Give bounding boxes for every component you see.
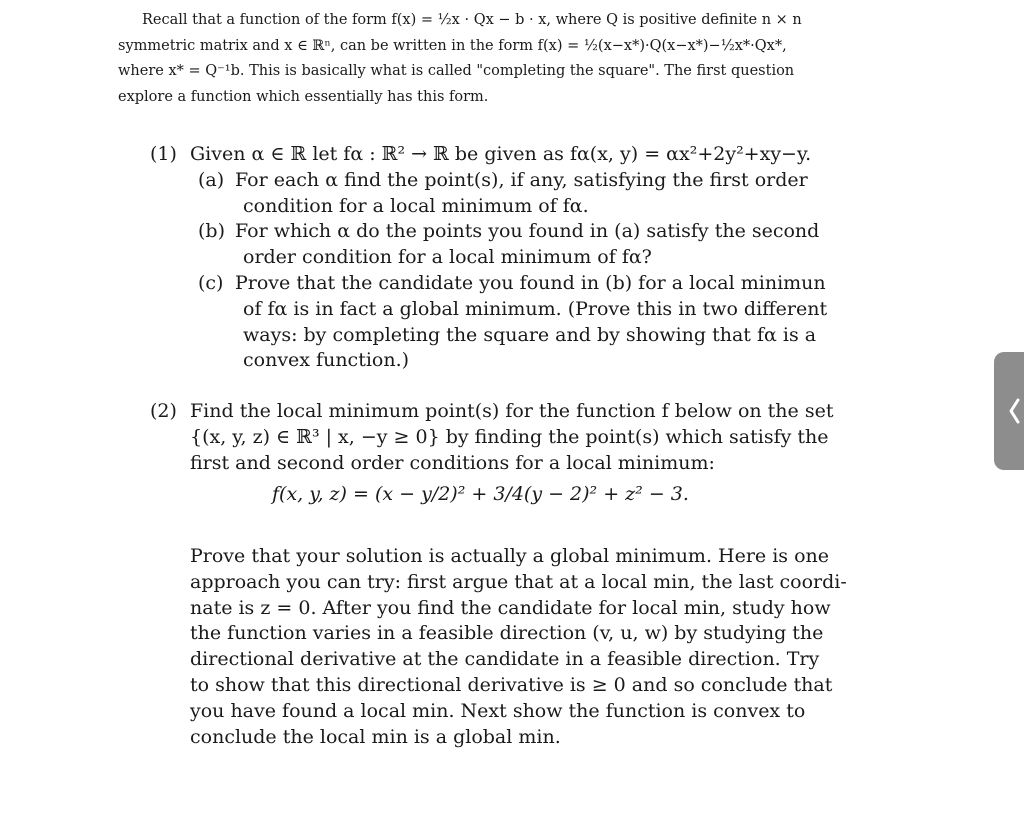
- subpart-c: [198, 271, 840, 374]
- side-panel-toggle[interactable]: [994, 352, 1024, 470]
- subpart-line: order condition for a local minimum of fα?: [243, 246, 652, 269]
- subpart-line: convex function.): [243, 349, 410, 372]
- subpart-line: of fα is in fact a global minimum. (Prove this in two different: [243, 297, 828, 320]
- question-line: {(x, y, z) ∈ ℝ³ | x, −y ≥ 0} by finding the point(s) which satisfy the: [190, 425, 829, 448]
- question-body: [190, 142, 832, 374]
- paragraph-line: to show that this directional derivative is ≥ 0 and so conclude that: [190, 673, 833, 696]
- paragraph-line: directional derivative at the candidate in a feasible direction. Try: [190, 648, 820, 671]
- paragraph-line: conclude the local min is a global min.: [190, 725, 561, 748]
- question-number: (2): [150, 400, 177, 422]
- intro-line: symmetric matrix and x ∈ ℝⁿ, can be written in the form f(x) = ½(x−x*)·Q(x−x*)−½x*·Qx*,: [118, 37, 787, 54]
- paragraph-line: Prove that your solution is actually a global minimum. Here is one: [190, 545, 829, 567]
- display-equation: f(x, y, z) = (x − y/2)² + 3/4(y − 2)² + z² − 3.: [272, 483, 689, 505]
- subpart-line: ways: by completing the square and by showing that fα is a: [243, 323, 817, 346]
- question-body: [190, 399, 832, 476]
- intro-line: where x* = Q⁻¹b. This is basically what is called "completing the square". The first question: [118, 63, 795, 80]
- paragraph-line: the function varies in a feasible direction (v, u, w) by studying the: [190, 622, 824, 645]
- paragraph-line: nate is z = 0. After you find the candidate for local min, study how: [190, 596, 831, 619]
- subpart-label: (b): [198, 220, 225, 243]
- intro-paragraph: [118, 8, 832, 111]
- question-line: Find the local minimum point(s) for the function f below on the set: [190, 400, 834, 422]
- paragraph-line: you have found a local min. Next show the function is convex to: [190, 699, 806, 722]
- question-stem: Given α ∈ ℝ let fα : ℝ² → ℝ be given as fα(x, y) = αx²+2y²+xy−y.: [190, 143, 812, 165]
- subpart-line: For each α find the point(s), if any, satisfying the first order: [235, 168, 808, 191]
- instructions-paragraph: [190, 544, 847, 750]
- subpart-label: (c): [198, 271, 224, 294]
- subpart-line: For which α do the points you found in (a) satisfy the second: [235, 220, 820, 243]
- subpart-label: (a): [198, 168, 225, 191]
- intro-line: explore a function which essentially has this form.: [118, 89, 489, 106]
- subpart-a: [198, 168, 840, 220]
- question-line: first and second order conditions for a local minimum:: [190, 451, 715, 474]
- subpart-line: Prove that the candidate you found in (b) for a local minimun: [235, 271, 826, 294]
- chevron-left-icon: [1007, 397, 1021, 425]
- question-number: (1): [150, 143, 177, 165]
- subpart-b: [198, 219, 840, 271]
- paragraph-line: approach you can try: first argue that at a local min, the last coordi-: [190, 570, 847, 593]
- subpart-line: condition for a local minimum of fα.: [243, 194, 589, 217]
- intro-line: Recall that a function of the form f(x) = ½x · Qx − b · x, where Q is positive definite n × n: [142, 12, 802, 28]
